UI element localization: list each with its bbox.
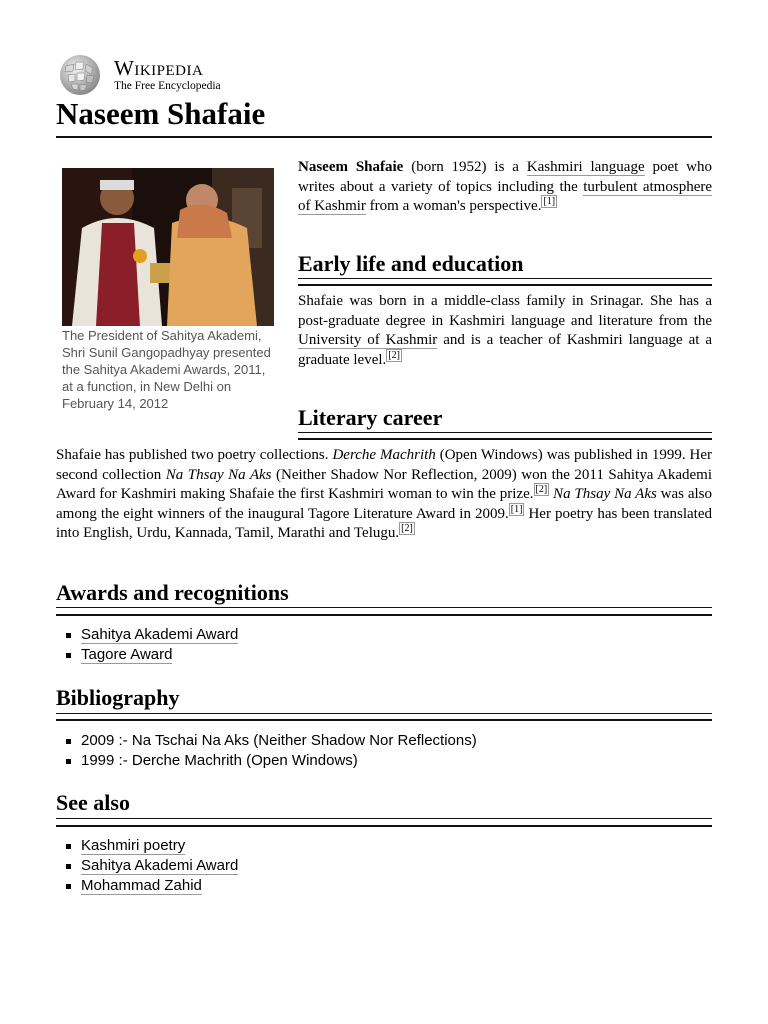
link-mohammad-zahid[interactable]: Mohammad Zahid [81, 877, 202, 894]
career-text: Her poetry has been translated into English, Urdu, Kannada, Tamil, Marathi and Telugu. [56, 505, 712, 541]
see-also-list [56, 836, 238, 896]
wikipedia-globe-icon [56, 54, 104, 96]
section-divider [56, 614, 712, 616]
link-sahitya-akademi-award[interactable]: Sahitya Akademi Award [81, 626, 239, 643]
section-divider [56, 825, 712, 827]
early-life-paragraph [298, 292, 712, 370]
page-title: Naseem Shafaie [56, 96, 266, 131]
citation-link[interactable]: [2] [388, 349, 400, 361]
link-tagore-award[interactable]: Tagore Award [81, 646, 173, 663]
citation-link[interactable]: [1] [543, 196, 556, 207]
intro-text: poet who writes about a variety of topics including the [298, 159, 712, 195]
award-photo [62, 168, 274, 326]
heading-early-life: Early life and education [298, 251, 524, 276]
heading-awards: Awards and recognitions [56, 580, 289, 605]
book-title: Derche Machrith [332, 447, 436, 463]
wikipedia-wordmark: Wikipedia [114, 55, 204, 80]
link-kashmiri-poetry[interactable]: Kashmiri poetry [81, 837, 186, 854]
section-divider [56, 607, 712, 608]
early-life-text: Shafaie was born in a middle-class family in Srinagar. She has a post-graduate degree in Kashmiri language and literature from the [298, 293, 712, 329]
career-paragraph [56, 446, 712, 544]
infobox-caption: The President of Sahitya Akademi, Shri Sunil Gangopadhyay presented the Sahitya Akademi Awards, 2011, at a function, in New Delhi on February 14, 2012 [62, 328, 271, 411]
heading-bibliography: Bibliography [56, 685, 180, 710]
career-text: Shafaie has published two poetry collections. [56, 447, 333, 463]
section-divider [56, 719, 712, 721]
wikipedia-logo[interactable] [56, 54, 221, 96]
intro-paragraph [298, 158, 712, 217]
book-title: Na Thsay Na Aks [549, 486, 657, 502]
citation-link[interactable]: [1] [510, 503, 523, 515]
section-divider [298, 438, 712, 440]
intro-text: (born 1952) is a [403, 159, 527, 175]
citation-link[interactable]: [2] [535, 484, 548, 495]
link-university-of-kashmir[interactable]: University of Kashmir [298, 332, 438, 348]
early-life-text: and is a teacher of Kashmiri language at a graduate level. [298, 332, 712, 368]
list-item: 1999 :- Derche Machrith (Open Windows) [56, 751, 477, 771]
title-divider [56, 136, 712, 138]
heading-see-also: See also [56, 790, 130, 815]
section-divider [56, 713, 712, 714]
section-divider [298, 432, 712, 433]
link-kashmiri-language[interactable]: Kashmiri language [526, 159, 645, 175]
infobox-image[interactable] [62, 168, 274, 326]
bibliography-list [56, 731, 477, 771]
heading-literary-career: Literary career [298, 405, 443, 430]
list-item [56, 836, 238, 856]
list-item [56, 625, 238, 645]
career-text: was also among the eight winners of the inaugural Tagore Literature Award in 2009. [56, 486, 713, 522]
section-divider [298, 278, 712, 279]
wikipedia-tagline: The Free Encyclopedia [114, 79, 221, 92]
list-item: 2009 :- Na Tschai Na Aks (Neither Shadow Nor Reflections) [56, 731, 477, 751]
subject-name: Naseem Shafaie [298, 159, 404, 175]
link-turbulent-atmosphere[interactable]: turbulent atmosphere of Kashmir [298, 178, 713, 214]
career-text: (Open Windows) was published in 1999. Her second collection [56, 447, 712, 483]
section-divider [56, 818, 712, 819]
intro-text: from a woman's perspective. [365, 198, 542, 214]
list-item [56, 876, 238, 896]
citation-link[interactable]: [2] [401, 523, 413, 534]
section-divider [298, 284, 712, 286]
career-text: (Neither Shadow Nor Reflection, 2009) won the 2011 Sahitya Akademi Award for Kashmiri making Shafaie the first Kashmiri woman to win the prize. [56, 466, 713, 502]
list-item [56, 645, 238, 665]
awards-list [56, 625, 238, 665]
list-item [56, 856, 238, 876]
link-sahitya-akademi-award[interactable]: Sahitya Akademi Award [81, 857, 239, 874]
book-title: Na Thsay Na Aks [165, 466, 272, 483]
